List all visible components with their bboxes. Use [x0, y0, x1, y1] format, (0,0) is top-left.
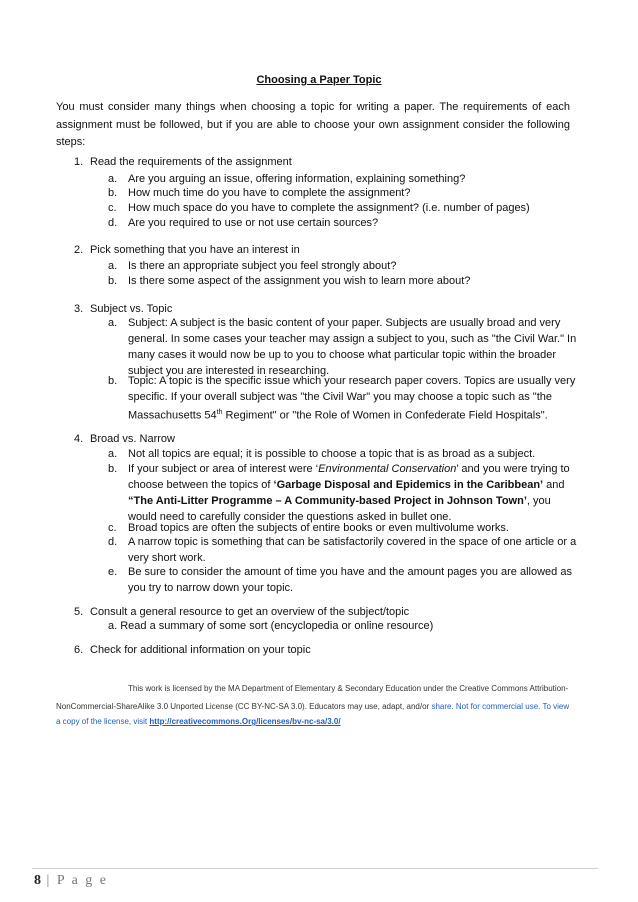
list-item: b. Topic: A topic is the specific issue which your research paper covers. Topics are usually very specific. If your overall subject was "the Civil War" you may choose a topic such as "the Massachusetts 54th Regiment" or "the Role of Women in Confederate Field Hospitals". — [108, 375, 576, 422]
license-link[interactable]: http://creativecommons.Org/licenses/bv-nc-sa/3.0/ — [149, 717, 341, 726]
footer-divider — [32, 868, 598, 869]
section-5-subitem: a. Read a summary of some sort (encyclopedia or online resource) — [108, 620, 434, 632]
list-item: a. Not all topics are equal; it is possible to choose a topic that is as broad as a subject. — [108, 448, 536, 460]
list-item: a. Subject: A subject is the basic content of your paper. Subjects are usually broad and very general. In some cases your teacher may assign a subject to you, such as "the Civil War." In many cases it would now be up to you to choose what particular topic within the broader subject you are interested in researching. — [108, 317, 577, 377]
license-line-1: This work is licensed by the MA Department of Elementary & Secondary Education under the Creative Commons Attribution- — [128, 684, 569, 693]
list-item: a. Is there an appropriate subject you feel strongly about? — [108, 260, 397, 272]
list-item: c. How much space do you have to complete the assignment? (i.e. number of pages) — [108, 202, 530, 214]
list-item: a. Are you arguing an issue, offering information, explaining something? — [108, 173, 466, 185]
section-5-heading: 5. Consult a general resource to get an overview of the subject/topic — [74, 606, 410, 618]
list-item: d. Are you required to use or not use certain sources? — [108, 217, 379, 229]
section-2-heading: 2. Pick something that you have an interest in — [74, 244, 300, 256]
page-footer: 8 | P a g e — [34, 873, 109, 888]
list-item: b. Is there some aspect of the assignment you wish to learn more about? — [108, 275, 471, 287]
list-item: e. Be sure to consider the amount of time you have and the amount pages you are allowed as you try to narrow down your topic. — [108, 566, 572, 594]
section-4-heading: 4. Broad vs. Narrow — [74, 433, 175, 445]
license-line-2: NonCommercial-ShareAlike 3.0 Unported License (CC BY-NC-SA 3.0). Educators may use, adapt, and/or share. Not for commercial use. To view — [56, 702, 570, 711]
list-item: c. Broad topics are often the subjects of entire books or even multivolume works. — [108, 522, 509, 534]
section-3-heading: 3. Subject vs. Topic — [74, 303, 173, 315]
intro-paragraph: You must consider many things when choosing a topic for writing a paper. The requirements of each assignment must be followed, but if you are able to choose your own assignment consider the following steps: — [56, 101, 570, 148]
page-title: Choosing a Paper Topic — [256, 74, 382, 86]
page-label: P a g e — [56, 873, 109, 888]
list-item: b. How much time do you have to complete the assignment? — [108, 187, 411, 199]
section-6-heading: 6. Check for additional information on your topic — [74, 644, 311, 656]
license-line-3: a copy of the license, visit http://creativecommons.Org/licenses/bv-nc-sa/3.0/ — [56, 717, 341, 726]
list-item: b. If your subject or area of interest were ‘Environmental Conservation’ and you were trying to choose between the topics of ‘Garbage Disposal and Epidemics in the Caribbean’ and “The Anti-Litter Programme – A Community-based Project in Johnson Town’, you would need to carefully consider the questions asked in bullet one. — [108, 463, 570, 523]
list-item: d. A narrow topic is something that can be satisfactorily covered in the space of one article or a very short work. — [108, 536, 577, 564]
section-1-heading: 1. Read the requirements of the assignment — [74, 156, 292, 168]
page-number: 8 — [34, 873, 41, 888]
